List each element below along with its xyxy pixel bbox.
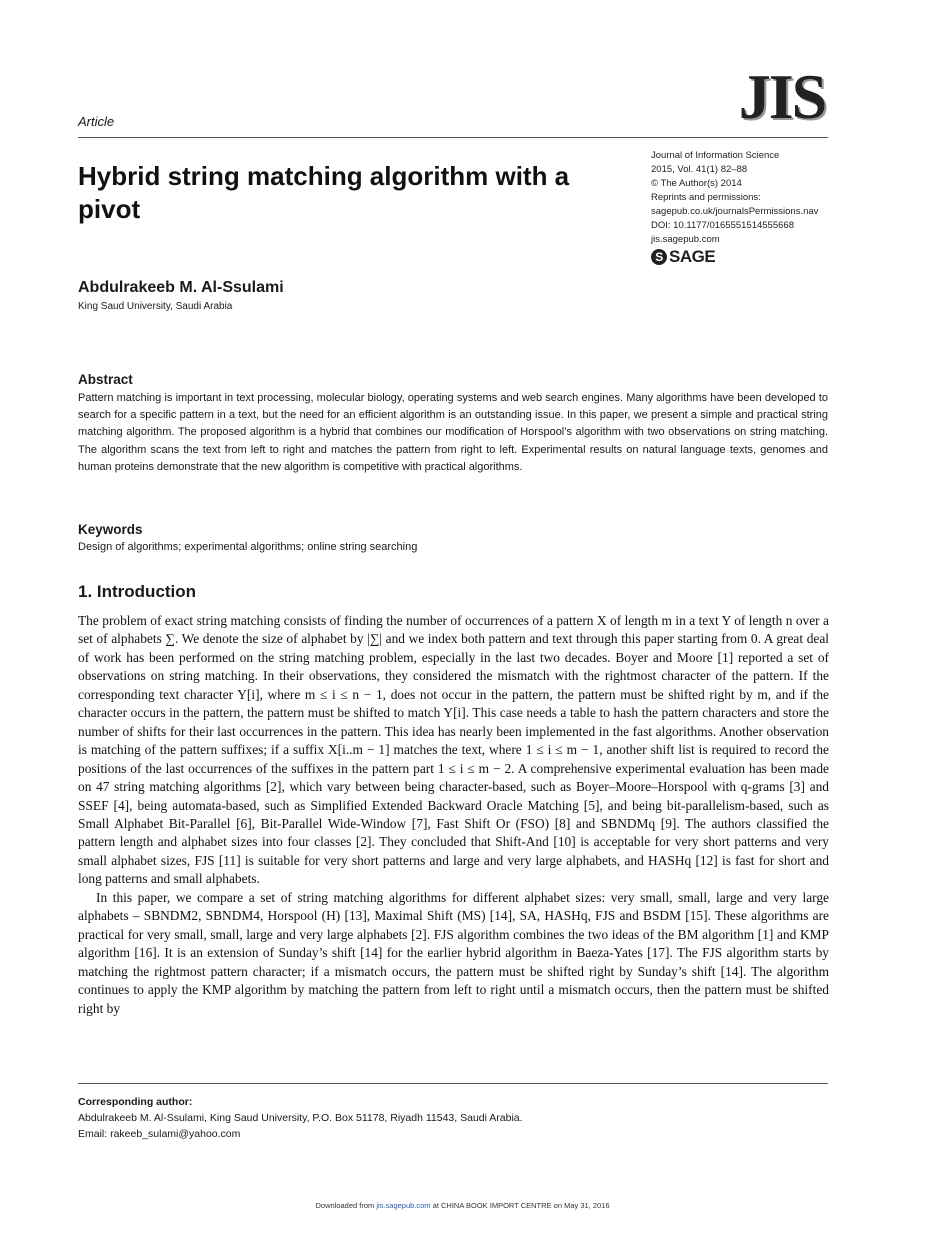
publisher-logo [651,247,715,267]
journal-volume: 2015, Vol. 41(1) 82–88 [651,164,748,175]
corresponding-author-email[interactable]: Email: rakeeb_sulami@yahoo.com [78,1128,241,1140]
journal-logo [736,61,828,132]
introduction-paragraph-2: In this paper, we compare a set of string matching algorithms for different alphabet sizes: very small, small, large and very large alphabets – SBNDM2, SBNDM4, Horspool (H) [13], Maximal Shift (MS) [14], SA, HASHq, FJS and BSDM [15]. These algorithms are practical for very small, small, large and very large alphabets [2]. FJS algorithm combines the two ideas of the BM algorithm [1] and KMP algorithm [16]. It is an extension of Sunday’s shift [14] for the earlier hybrid algorithm in Baeza-Yates [17]. The FJS algorithm starts by matching the rightmost pattern character; if a mismatch occurs, the pattern must be shifted right by Sunday’s shift [14]. The algorithm continues to apply the KMP algorithm by matching the pattern from left to right until a mismatch occurs, then the pattern must be shifted right by [78,889,829,1016]
download-notice-suffix: at CHINA BOOK IMPORT CENTRE on May 31, 2016 [430,1201,610,1210]
keywords-heading: Keywords [78,522,143,537]
corresponding-author-address: Abdulrakeeb M. Al-Ssulami, King Saud University, P.O. Box 51178, Riyadh 11543, Saudi Arabia. [78,1112,523,1124]
publisher-name: SAGE [669,247,716,266]
journal-logo-text: JIS [738,61,826,132]
article-type-label: Article [78,114,115,129]
journal-permissions-link[interactable]: sagepub.co.uk/journalsPermissions.nav [651,206,819,217]
footnote-divider [78,1083,828,1084]
paper-title: Hybrid string matching algorithm with a pivot [78,161,570,224]
introduction-paragraph-1: The problem of exact string matching consists of finding the number of occurrences of a pattern X of length m in a text Y of length n over a set of alphabets ∑. We denote the size of alphabet by |∑| and we index both pattern and text through this paper starting from 0. A great deal of work has been performed on the string matching problem, especially in the last two decades. Boyer and Moore [1] reported a set of observations on string matching. In their observations, they considered the mismatch with the rightmost character of the pattern. If the corresponding text character Y[i], where m ≤ i ≤ n − 1, does not occur in the pattern, the pattern must be shifted right by m, and if the character occurs in the pattern, the pattern must be shifted to match Y[i]. This case needs a table to hash the pattern characters and store the number of shifts for their last occurrences in the pattern. This idea has nearly been implemented in the fast algorithms. Another observation is matching of the pattern suffixes; if a suffix X[i..m − 1] matches the text, where 1 ≤ i ≤ m − 1, another shift list is required to record the positions of the last occurrences of the suffixes in the pattern part 1 ≤ i ≤ m − 2. A comprehensive experimental evaluation has been made on 47 string matching algorithms [2], which vary between being character-based, such as Boyer–Moore–Horspool with q-grams [3] and SSEF [4], being automata-based, such as Simplified Extended Backward Oracle Matching [5], and being bit-parallelism-based, such as Small Alphabet Bit-Parallel [6], Bit-Parallel Wide-Window [7], Fast Shift Or (FSO) [8] and SBNDMq [9]. The authors classified the pattern length and alphabet sizes into four classes [2]. They concluded that Shift-And [10] is acceptable for very short patterns and very small alphabet sizes, FJS [11] is suitable for very short patterns and large and very large alphabets, and HASHq [12] is fast for short and long patterns and small alphabets. [78,613,829,887]
header-divider [78,137,828,138]
download-source-link[interactable]: jis.sagepub.com [376,1201,431,1210]
download-notice-prefix: Downloaded from [315,1201,377,1210]
journal-info [651,149,851,247]
abstract-heading: Abstract [78,372,133,387]
journal-reprints: Reprints and permissions: [651,192,761,203]
journal-website-link[interactable]: jis.sagepub.com [651,234,720,245]
introduction-heading: 1. Introduction [78,582,197,601]
journal-copyright: © The Author(s) 2014 [651,178,742,189]
abstract-text: Pattern matching is important in text processing, molecular biology, operating systems and web search engines. Many algorithms have been developed to search for a specific pattern in a text, but the need for an efficient algorithm is an outstanding issue. In this paper, we present a simple and practical string matching algorithm. The proposed algorithm is a hybrid that combines our modification of Horspool’s algorithm with two observations on string matching. The algorithm scans the text from left to right and matches the pattern from right to left. Experimental results on natural language texts, genomes and human proteins demonstrate that the new algorithm is competitive with practical algorithms. [78,392,828,473]
keywords-text: Design of algorithms; experimental algorithms; online string searching [78,541,418,553]
author-name: Abdulrakeeb M. Al-Ssulami [78,279,284,296]
journal-name: Journal of Information Science [651,150,780,161]
sage-mark-icon: S [651,249,667,265]
journal-doi[interactable]: DOI: 10.1177/0165551514555668 [651,220,794,231]
download-notice [0,1201,925,1210]
author-affiliation: King Saud University, Saudi Arabia [78,301,233,312]
introduction-body [78,612,829,1018]
corresponding-author-heading: Corresponding author: [78,1096,193,1108]
